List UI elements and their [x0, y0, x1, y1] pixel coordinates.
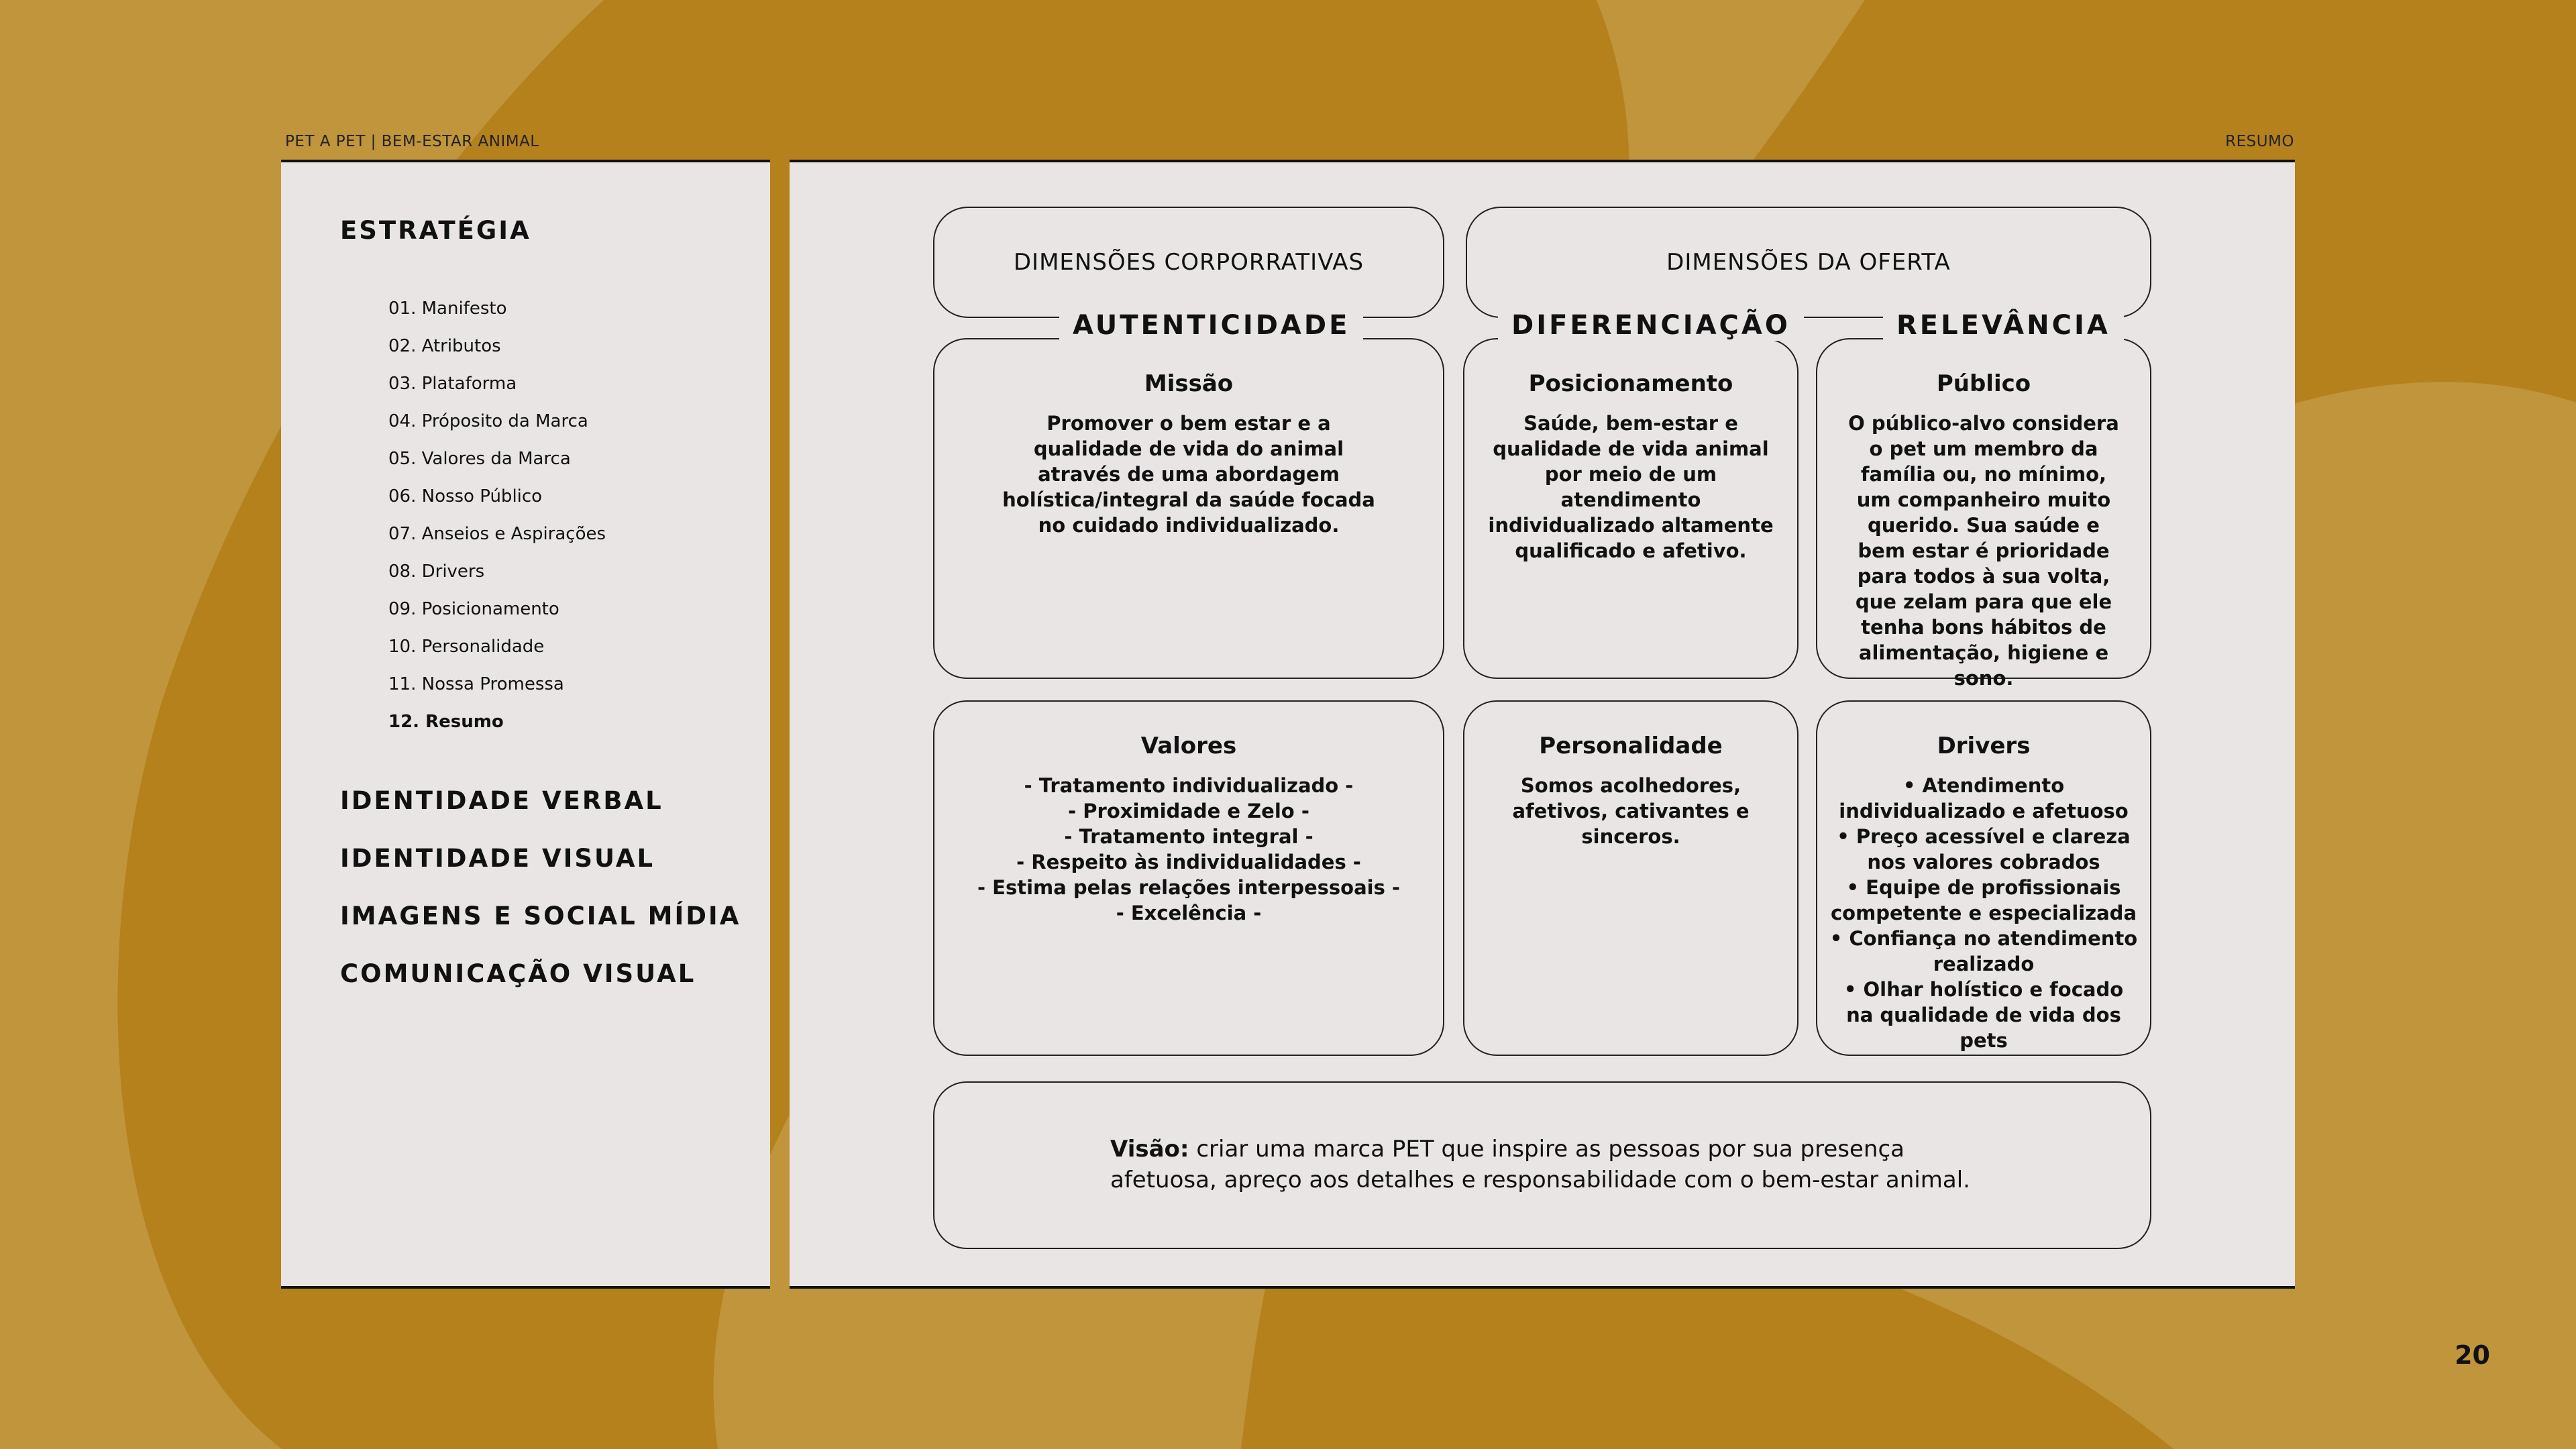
- missao-card: [933, 338, 1444, 679]
- visao-card: [933, 1081, 2151, 1249]
- visao-label: Visão:: [1110, 1136, 1189, 1163]
- valores-item: - Estima pelas relações interpessoais -: [977, 876, 1400, 899]
- valores-item: - Proximidade e Zelo -: [1068, 800, 1309, 822]
- personalidade-title: Personalidade: [1539, 733, 1723, 759]
- visao-statement: [1110, 1134, 1996, 1195]
- sidebar: [281, 160, 770, 1289]
- toc-item[interactable]: 09. Posicionamento: [388, 599, 559, 619]
- valores-item: - Tratamento integral -: [1064, 825, 1313, 848]
- col-head-diferenciacao: DIFERENCIAÇÃO: [1498, 310, 1804, 341]
- posicionamento-text: Saúde, bem-estar e qualidade de vida animal por meio de um atendimento individualizado altamente qualificado e afetivo.: [1488, 412, 1774, 562]
- section-comunicacao-visual[interactable]: COMUNICAÇÃO VISUAL: [340, 959, 696, 988]
- sidebar-title[interactable]: ESTRATÉGIA: [340, 216, 531, 245]
- valores-list: [934, 773, 1443, 926]
- personalidade-card: [1463, 700, 1799, 1056]
- toc-item[interactable]: 02. Atributos: [388, 336, 501, 356]
- dim-corporativas-box: DIMENSÕES CORPORRATIVAS: [933, 207, 1444, 318]
- publico-text: O público-alvo considera o pet um membro da família ou, no mínimo, um companheiro muito querido. Sua saúde e bem estar é prioridade para todos à sua volta, que zelam para que ele tenha bons hábitos de alimentação, higiene e sono.: [1848, 412, 2119, 690]
- toc-item[interactable]: 03. Plataforma: [388, 374, 517, 394]
- drivers-card: [1816, 700, 2151, 1056]
- toc-item[interactable]: 07. Anseios e Aspirações: [388, 524, 606, 544]
- col-head-relevancia: RELEVÂNCIA: [1883, 310, 2124, 341]
- valores-item: - Tratamento individualizado -: [1024, 774, 1354, 797]
- toc-item[interactable]: 05. Valores da Marca: [388, 449, 571, 469]
- header-brand: PET A PET | BEM-ESTAR ANIMAL: [285, 133, 539, 150]
- posicionamento-card: [1463, 338, 1799, 679]
- personalidade-text: Somos acolhedores, afetivos, cativantes e sinceros.: [1512, 774, 1750, 848]
- missao-title: Missão: [1144, 370, 1234, 397]
- valores-item: - Respeito às individualidades -: [1016, 851, 1361, 873]
- toc-item[interactable]: 08. Drivers: [388, 561, 485, 582]
- toc-item[interactable]: 04. Próposito da Marca: [388, 411, 588, 431]
- missao-text: Promover o bem estar e a qualidade de vida do animal através de uma abordagem holística/integral da saúde focada no cuidado individualizado.: [1002, 412, 1375, 537]
- header-section: RESUMO: [2225, 133, 2294, 150]
- drivers-item: • Equipe de profissionais competente e especializada: [1830, 876, 2137, 924]
- posicionamento-title: Posicionamento: [1528, 370, 1733, 397]
- summary-panel: [790, 160, 2295, 1289]
- toc-item[interactable]: 10. Personalidade: [388, 637, 545, 657]
- drivers-item: • Preço acessível e clareza nos valores cobrados: [1837, 825, 2131, 873]
- drivers-item: • Confiança no atendimento realizado: [1829, 927, 2138, 975]
- drivers-item: • Olhar holístico e focado na qualidade de vida dos pets: [1843, 978, 2124, 1052]
- publico-card: [1816, 338, 2151, 690]
- publico-title: Público: [1936, 370, 2031, 397]
- toc-item[interactable]: 11. Nossa Promessa: [388, 674, 564, 694]
- col-head-autenticidade: AUTENTICIDADE: [1059, 310, 1363, 341]
- section-imagens-social[interactable]: IMAGENS E SOCIAL MÍDIA: [340, 902, 741, 930]
- valores-card: [933, 700, 1444, 1056]
- dim-oferta-box: DIMENSÕES DA OFERTA: [1466, 207, 2151, 318]
- drivers-list: [1829, 773, 2138, 1053]
- page-number: 20: [2455, 1340, 2490, 1370]
- valores-title: Valores: [1140, 733, 1237, 759]
- section-identidade-visual[interactable]: IDENTIDADE VISUAL: [340, 844, 655, 873]
- drivers-item: • Atendimento individualizado e afetuoso: [1839, 774, 2129, 822]
- visao-text: criar uma marca PET que inspire as pessoas por sua presença afetuosa, apreço aos detalhes e responsabilidade com o bem-estar animal.: [1110, 1136, 1970, 1193]
- section-identidade-verbal[interactable]: IDENTIDADE VERBAL: [340, 786, 663, 815]
- toc-item[interactable]: 06. Nosso Público: [388, 486, 543, 506]
- toc-item[interactable]: 01. Manifesto: [388, 299, 507, 319]
- toc-item-active[interactable]: 12. Resumo: [388, 712, 504, 732]
- valores-item: - Excelência -: [1116, 902, 1262, 924]
- drivers-title: Drivers: [1937, 733, 2031, 759]
- sidebar-toc: [388, 290, 606, 741]
